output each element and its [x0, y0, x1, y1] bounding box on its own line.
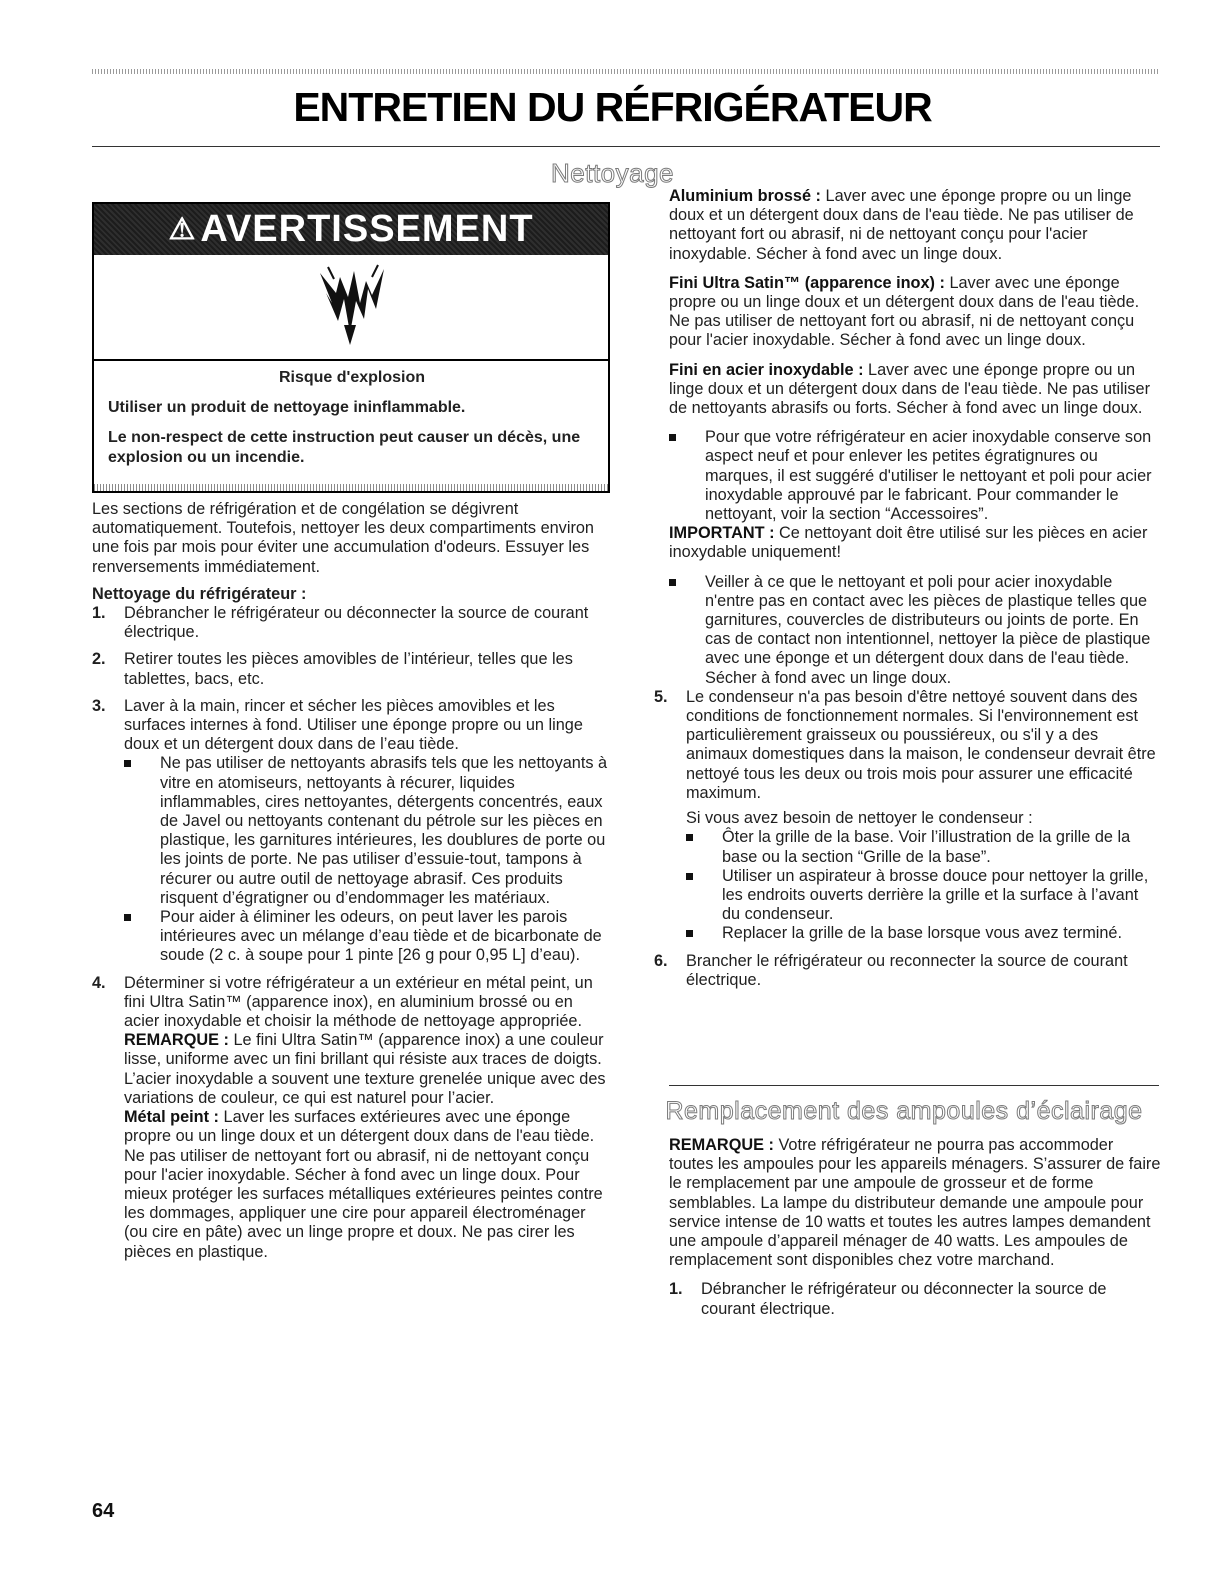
step-number: 3.	[92, 696, 106, 715]
ultra-satin-text: Laver avec une éponge propre ou un linge doux et un détergent doux dans de l'eau tiède. Ne pas utiliser de nettoyant fort ou abrasif, ni de nettoyant conçu pour l'acier inoxydable. Sécher à fond avec un linge doux.	[669, 273, 1140, 350]
step-number: 4.	[92, 973, 106, 992]
important-text: Ce nettoyant doit être utilisé sur les pièces en acier inoxydable uniquement!	[669, 524, 1148, 562]
bullet-remove-grille: Ôter la grille de la base. Voir l’illustration de la grille de la base ou la section “Grille de la base”.	[686, 828, 1159, 866]
stainless-label: Fini en acier inoxydable :	[669, 360, 864, 379]
painted-metal-label: Métal peint :	[124, 1108, 219, 1127]
cleaning-step-1	[92, 604, 612, 642]
remarque-label: REMARQUE :	[124, 1031, 229, 1050]
bullet-stainless-cleaner: Pour que votre réfrigérateur en acier inoxydable conserve son aspect neuf et pour enlever les petites égratignures ou marques, il est suggéré d'utiliser le nettoyant et poli pour acier inoxydable approuvé par le fabricant. Pour commander le nettoyant, voir la section “Accessoires”.	[669, 428, 1159, 524]
left-column	[92, 500, 612, 1270]
title-rule	[92, 146, 1160, 147]
warning-instruction: Utiliser un produit de nettoyage ininflammable.	[108, 399, 466, 416]
cleaning-step-3	[92, 697, 612, 966]
bullet-no-abrasives: Ne pas utiliser de nettoyants abrasifs tels que les nettoyants à vitre en atomiseurs, nettoyants à récurer, liquides inflammables, cires nettoyantes, détergents concentrés, eaux de Javel ou nettoyants contenant du pétrole sur les pièces en plastique, les garnitures intérieures, les doublures de porte ou les joints de porte. Ne pas utiliser d’essuie-tout, tampons à récurer ou autre outil de nettoyage abrasif. Ces produits risquent d’égratigner ou d’endommager les matériaux.	[124, 754, 612, 908]
condenser-intro: Si vous avez besoin de nettoyer le condenseur :	[686, 809, 1033, 828]
important-paragraph	[669, 524, 1159, 562]
warning-bottom-shade	[94, 484, 608, 491]
stainless-text: Laver avec une éponge propre ou un linge doux et un détergent doux dans de l'eau tiède. Ne pas utiliser de nettoyants abrasifs ou forts. Sécher à fond avec un linge doux.	[669, 360, 1151, 418]
stainless-paragraph	[669, 361, 1159, 419]
section-heading-cleaning: Nettoyage	[550, 158, 675, 188]
right-column	[654, 187, 1159, 998]
bulb-step-1	[669, 1280, 1161, 1318]
section-divider	[669, 1085, 1159, 1086]
cleaning-step-5	[654, 688, 1159, 944]
remarque-paragraph	[124, 1031, 612, 1108]
warning-consequence: Le non-respect de cette instruction peut causer un décès, une explosion ou un incendie.	[108, 429, 581, 466]
step-number: 1.	[669, 1280, 683, 1299]
cleaning-step-4	[92, 974, 612, 1262]
step-number: 6.	[654, 951, 668, 970]
remarque-text: Le fini Ultra Satin™ (apparence inox) a une couleur lisse, uniforme avec un fini brillant qui résiste aux traces de doigts. L’acier inoxydable a souvent une texture grenelée unique avec des variations de couleur, ce qui est naturel pour l’acier.	[124, 1031, 606, 1107]
warning-icon-area	[94, 255, 608, 361]
warning-risk: Risque d'explosion	[278, 369, 426, 386]
bullet-replace-grille: Replacer la grille de la base lorsque vous avez terminé.	[686, 924, 1159, 943]
step-number: 2.	[92, 650, 106, 669]
intro-paragraph: Les sections de réfrigération et de congélation se dégivrent automatiquement. Toutefois, nettoyer les deux compartiments environ une fois par mois pour éviter une accumulation d'odeurs. Essuyer les renversements immédiatement.	[92, 500, 594, 576]
step-number: 5.	[654, 687, 668, 706]
warning-text	[108, 368, 596, 468]
aluminum-text: Laver avec une éponge propre ou un linge doux et un détergent doux dans de l'eau tiède. Ne pas utiliser de nettoyant fort ou abrasif, ni de nettoyant conçu pour l'acier inoxydable. Sécher à fond avec un linge doux.	[669, 187, 1134, 263]
section-heading-bulbs: Remplacement des ampoules d’éclairage	[665, 1097, 1143, 1125]
bullet-plastic-contact: Veiller à ce que le nettoyant et poli pour acier inoxydable n'entre pas en contact avec les pièces de plastique telles que garnitures, couvercles de distributeurs ou joints de porte. En cas de contact non intentionnel, nettoyer la pièce de plastique avec une éponge et un détergent doux dans de l'eau tiède. Sécher à fond avec un linge doux.	[669, 573, 1159, 688]
bullet-odors: Pour aider à éliminer les odeurs, on peut laver les parois intérieures avec un mélange d’eau tiède et de bicarbonate de soude (2 c. à soupe pour 1 pinte [26 g pour 0,95 L] d’eau).	[124, 908, 612, 966]
bulb-remarque-label: REMARQUE :	[669, 1136, 774, 1154]
aluminum-label: Aluminium brossé :	[669, 187, 821, 205]
explosion-icon	[316, 263, 388, 351]
warning-box	[92, 202, 610, 493]
ultra-satin-label: Fini Ultra Satin™ (apparence inox) :	[669, 273, 945, 292]
step-text: Laver à la main, rincer et sécher les pièces amovibles et les surfaces internes à fond. Utiliser une éponge propre ou un linge doux et un détergent doux dans de l’eau tiède.	[124, 696, 583, 754]
cleaning-subheading: Nettoyage du réfrigérateur :	[92, 584, 307, 603]
top-texture-strip	[92, 69, 1160, 74]
step-text: Débrancher le réfrigérateur ou déconnecter la source de courant électrique.	[701, 1280, 1107, 1318]
step-text: Brancher le réfrigérateur ou reconnecter la source de courant électrique.	[686, 951, 1128, 989]
step-text: Le condenseur n'a pas besoin d'être nettoyé souvent dans des conditions de fonctionnement normales. Si l'environnement est particulièrement graisseux ou poussiéreux, ou s'il y a des animaux domestiques dans la maison, le condenseur devrait être nettoyé tous les deux ou trois mois pour assurer une efficacité maximum.	[686, 687, 1156, 802]
warning-header	[94, 204, 608, 255]
step-number: 1.	[92, 604, 106, 623]
important-label: IMPORTANT :	[669, 524, 775, 543]
step-text: Déterminer si votre réfrigérateur a un extérieur en métal peint, un fini Ultra Satin™ (apparence inox), en aluminium brossé ou en acier inoxydable et choisir la méthode de nettoyage appropriée.	[124, 973, 593, 1031]
page-number: 64	[92, 1500, 115, 1522]
step-text: Retirer toutes les pièces amovibles de l’intérieur, telles que les tablettes, bacs, etc.	[124, 650, 573, 688]
painted-metal-paragraph	[124, 1108, 612, 1262]
aluminum-paragraph	[669, 187, 1159, 264]
step-text: Débrancher le réfrigérateur ou déconnecter la source de courant électrique.	[124, 604, 589, 642]
cleaning-step-2	[92, 650, 612, 688]
page-title: ENTRETIEN DU RÉFRIGÉRATEUR	[293, 84, 932, 130]
bulb-remarque-text: Votre réfrigérateur ne pourra pas accommoder toutes les ampoules pour les appareils ménagers. S’assurer de faire le remplacement par une ampoule de grosseur et de forme semblables. La lampe du distributeur demande une ampoule pour service intense de 10 watts et toutes les autres lampes demandent une ampoule d’appareil ménager de 40 watts. Les ampoules de remplacement sont disponibles chez votre marchand.	[669, 1136, 1161, 1270]
bulb-remarque-paragraph	[669, 1136, 1161, 1270]
painted-metal-text: Laver les surfaces extérieures avec une éponge propre ou un linge doux et un détergent doux dans de l'eau tiède. Ne pas utiliser de nettoyant fort ou abrasif, ni de nettoyant conçu pour l'acier inoxydable. Sécher à fond avec un linge doux. Pour mieux protéger les surfaces métalliques extérieures peintes contre les dommages, appliquer une cire pour appareil électroménager (ou cire en pâte) avec un linge propre et doux. Ne pas cirer les pièces en plastique.	[124, 1108, 603, 1261]
warning-header-label: AVERTISSEMENT	[200, 208, 534, 250]
bulb-section	[669, 1136, 1161, 1327]
cleaning-step-6	[654, 952, 1159, 990]
ultra-satin-paragraph	[669, 274, 1159, 351]
warning-triangle-icon: ⚠	[168, 213, 197, 246]
bullet-vacuum: Utiliser un aspirateur à brosse douce pour nettoyer la grille, les endroits ouverts derrière la grille et la surface à l’avant du condenseur.	[686, 867, 1159, 925]
